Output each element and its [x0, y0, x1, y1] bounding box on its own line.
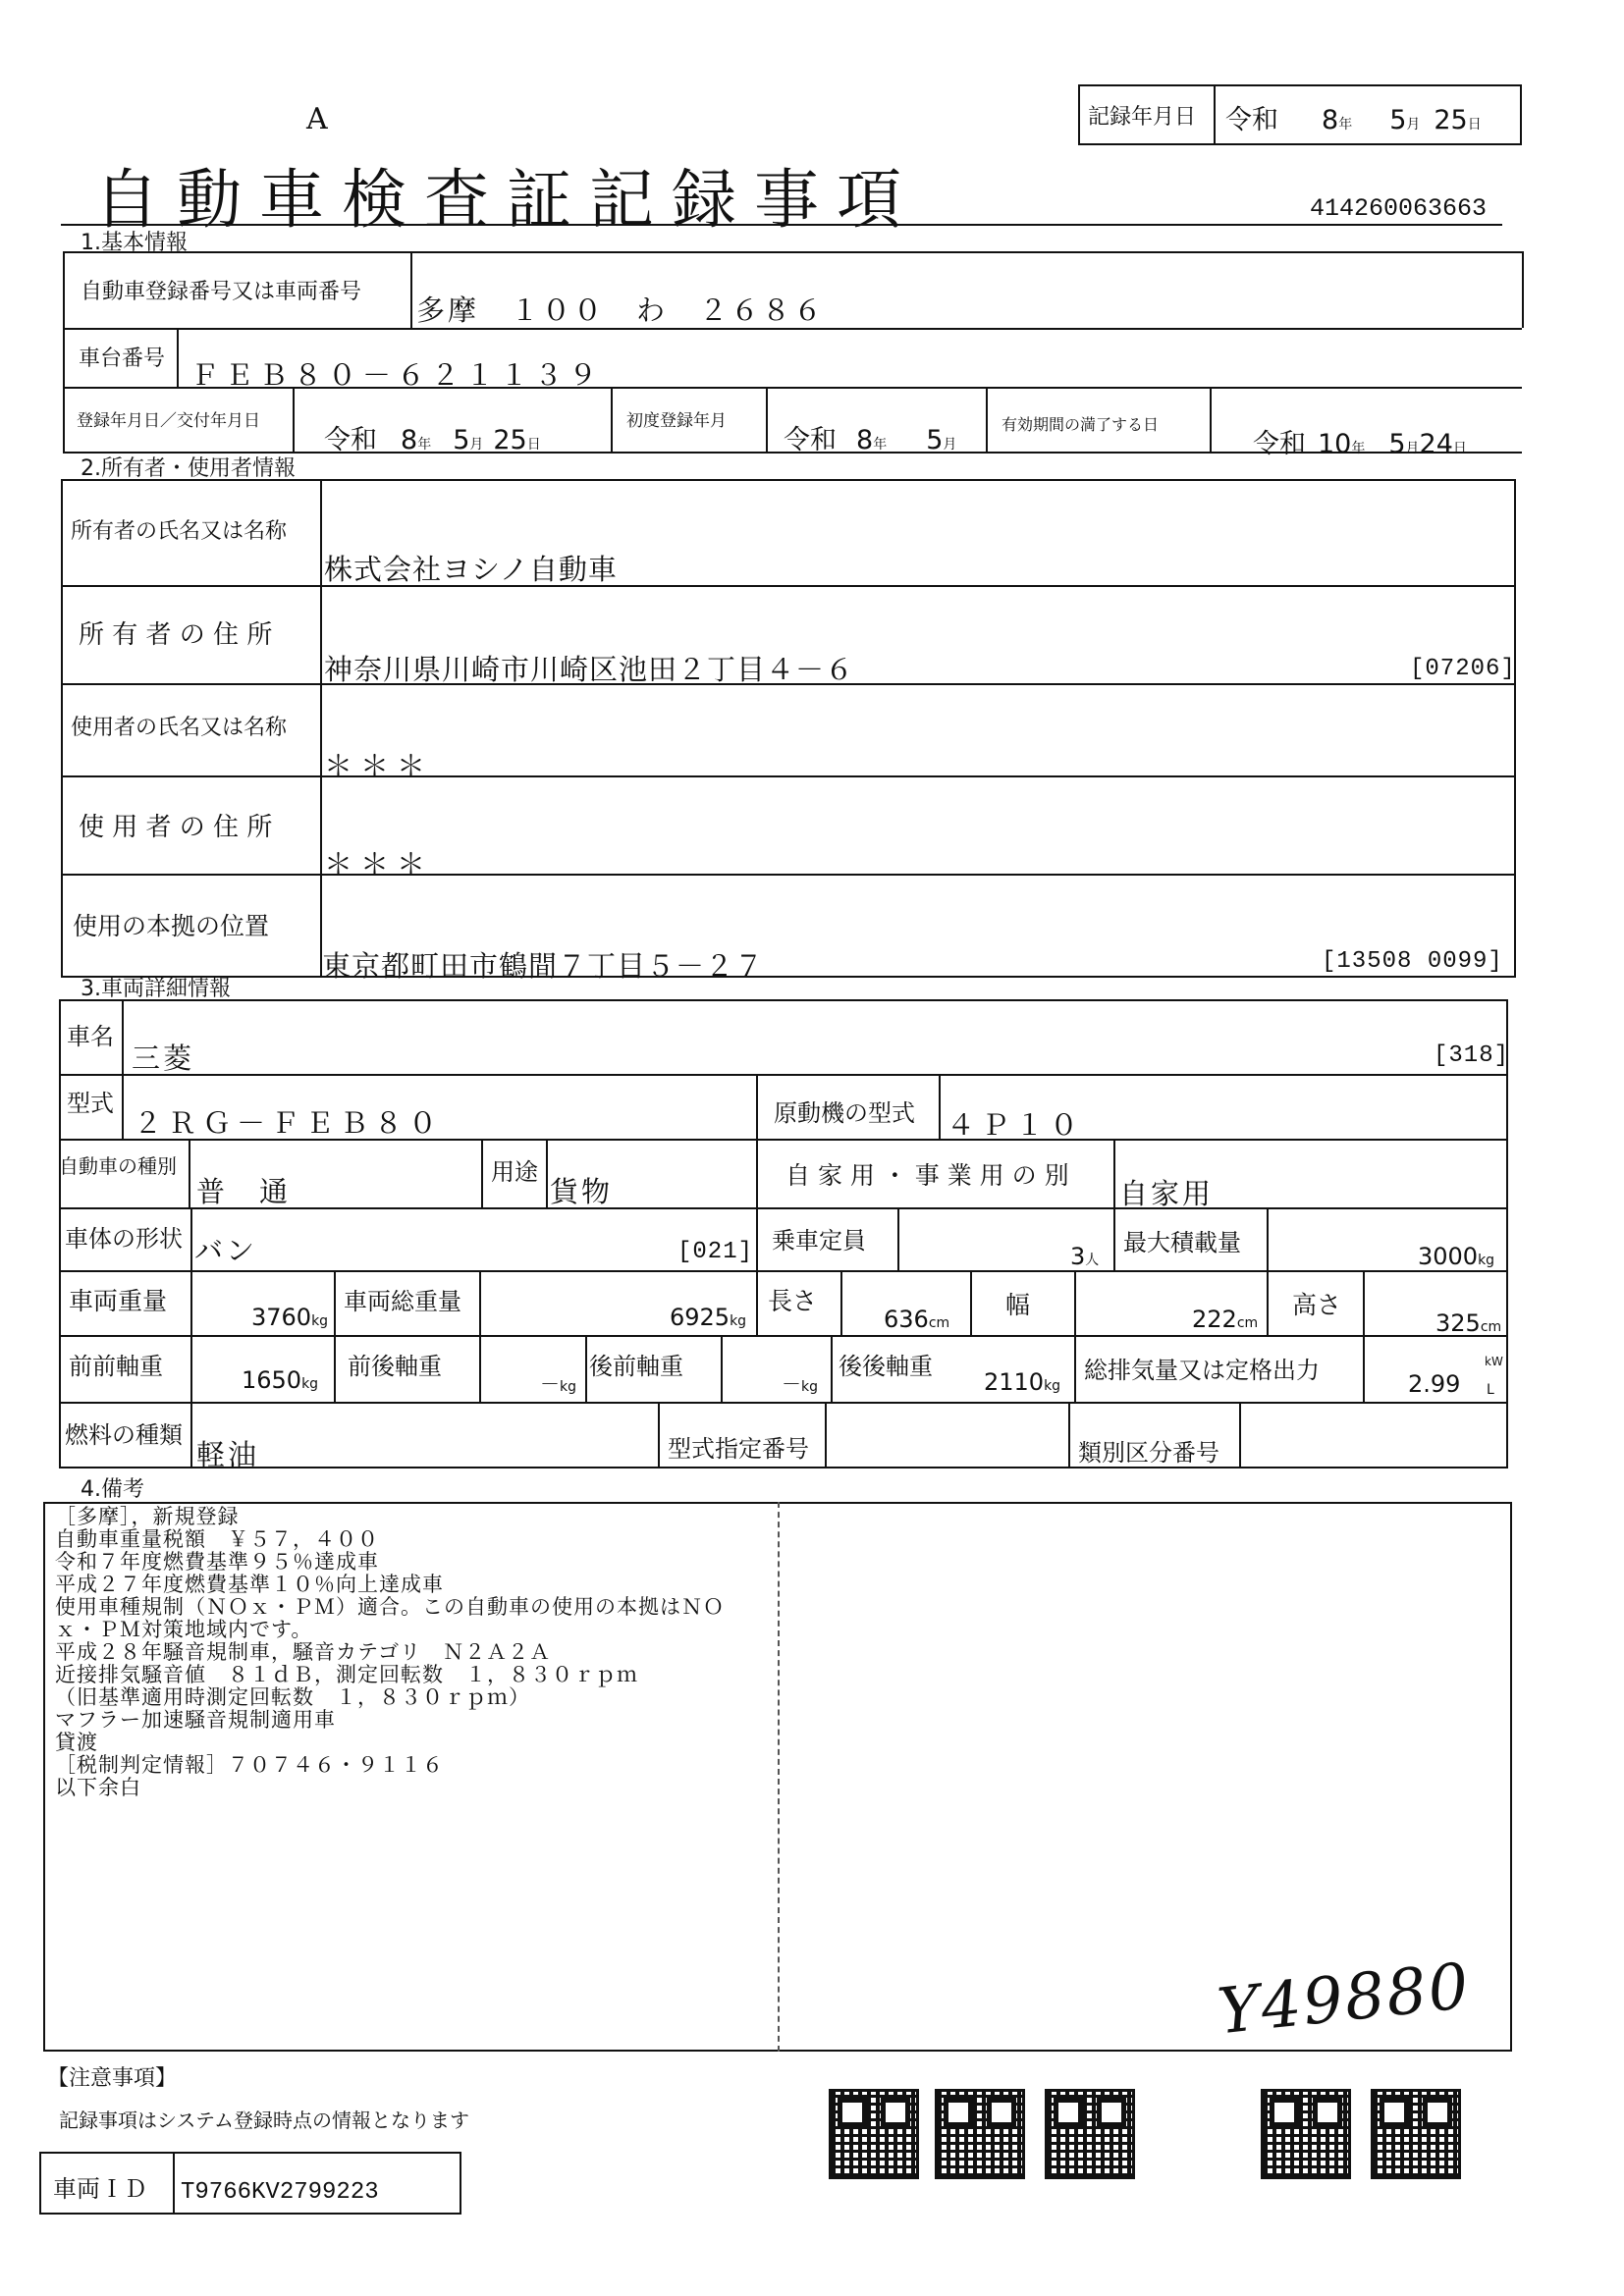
notes-title: 【注意事項】: [47, 2066, 178, 2091]
first-reg-date: 令和 8年 5月: [784, 425, 957, 455]
displacement-label: 総排気量又は定格出力: [1084, 1357, 1320, 1384]
ff-axle-label: 前前軸重: [69, 1353, 163, 1380]
base-location-label: 使用の本拠の位置: [73, 912, 270, 940]
record-date-label: 記録年月日: [1088, 105, 1197, 130]
rf-axle-label: 後前軸重: [589, 1353, 683, 1380]
reg-date: 令和 8年 5月 25日: [324, 425, 541, 455]
ff-axle: 1650kg: [242, 1366, 319, 1394]
car-name: 三菱: [132, 1041, 195, 1075]
owner-name-label: 所有者の氏名又は名称: [71, 519, 288, 544]
body-shape: バン: [194, 1234, 258, 1267]
section-3-title: 3.車両詳細情報: [81, 977, 231, 1001]
business-label: 自 家 用 ・ 事 業 用 の 別: [785, 1161, 1069, 1190]
use: 貨物: [550, 1175, 614, 1208]
base-location-code: [13508 0099]: [1322, 948, 1503, 975]
section-1-title: 1.基本情報: [81, 231, 188, 255]
reg-date-label: 登録年月日／交付年月日: [77, 411, 260, 431]
qr-code-1: [829, 2089, 919, 2179]
max-load-label: 最大積載量: [1123, 1229, 1241, 1256]
document-number: 414260063663: [1310, 194, 1488, 223]
first-reg-label: 初度登録年月: [626, 411, 727, 431]
weight-label: 車両重量: [69, 1287, 168, 1315]
model: ２ＲＧ－ＦＥＢ８０: [134, 1106, 444, 1140]
rf-axle: －kg: [782, 1372, 818, 1396]
expiry-date: 令和 10年 5月24日: [1253, 429, 1467, 459]
capacity-label: 乗車定員: [772, 1227, 866, 1255]
engine-label: 原動機の型式: [774, 1099, 915, 1127]
length: 636cm: [884, 1306, 950, 1333]
qr-code-5: [1371, 2089, 1461, 2179]
remarks-text: ［多摩］，新規登録 自動車重量税額 ￥５７，４００ 令和７年度燃費基準９５％達成車 平成２７年度燃費基準１０％向上達成車 使用車種規制（ＮＯｘ・ＰＭ）適合。この自動車の使用の本拠はＮＯ ｘ・ＰＭ対策地域内です。 平成２８年騒音規制車，騒音カテゴリ Ｎ２Ａ２Ａ 近接排気騒音値 ８１ｄＢ，測定回転数 １，８３０ｒｐｍ （旧基準適用時測定回転数 １，８３０ｒｐｍ） マフラー加速騒音規制適用車 貸渡 ［税制判定情報］７０７４６・９１１６ 以下余白: [55, 1505, 725, 1799]
chassis-number: ＦＥＢ８０－６２１１３９: [190, 358, 604, 392]
car-name-label: 車名: [67, 1023, 114, 1050]
user-address: ＊＊＊: [324, 847, 434, 881]
height-label: 高さ: [1292, 1291, 1342, 1319]
capacity: 3人: [1070, 1243, 1100, 1270]
vehicle-weight: 3760kg: [251, 1304, 329, 1331]
owner-address-code: [07206]: [1410, 656, 1516, 682]
use-label: 用途: [491, 1158, 538, 1186]
body-shape-code: [021]: [677, 1239, 754, 1265]
fuel-label: 燃料の種類: [65, 1421, 183, 1449]
width-label: 幅: [1005, 1291, 1031, 1319]
fr-axle: －kg: [540, 1372, 576, 1396]
vehicle-id-label: 車両ＩＤ: [53, 2175, 147, 2203]
class-number-label: 類別区分番号: [1078, 1439, 1219, 1467]
base-location: 東京都町田市鶴間７丁目５－２７: [322, 949, 765, 983]
section-2-title: 2.所有者・使用者情報: [81, 456, 296, 481]
length-label: 長さ: [768, 1287, 818, 1315]
record-date: 令和 8年 5月 25日: [1225, 105, 1482, 135]
gross-weight: 6925kg: [670, 1304, 747, 1331]
qr-code-4: [1261, 2089, 1351, 2179]
qr-code-3: [1045, 2089, 1135, 2179]
gross-weight-label: 車両総重量: [344, 1288, 461, 1315]
vehicle-kind: 普 通: [196, 1175, 292, 1208]
height: 325cm: [1435, 1309, 1502, 1337]
vehicle-kind-label: 自動車の種別: [59, 1154, 177, 1178]
displacement-unit-kw: kW: [1485, 1355, 1503, 1368]
car-name-code: [318]: [1434, 1042, 1510, 1069]
body-shape-label: 車体の形状: [65, 1225, 183, 1253]
user-name: ＊＊＊: [324, 749, 434, 782]
width: 222cm: [1192, 1306, 1259, 1333]
model-label: 型式: [67, 1090, 114, 1117]
qr-code-2: [935, 2089, 1025, 2179]
fr-axle-label: 前後軸重: [348, 1353, 442, 1380]
rr-axle-label: 後後軸重: [839, 1353, 933, 1380]
section-4-title: 4.備考: [81, 1477, 144, 1502]
corner-letter: A: [306, 102, 328, 136]
notes-text: 記録事項はシステム登録時点の情報となります: [59, 2109, 469, 2132]
rr-axle: 2110kg: [984, 1368, 1061, 1396]
handwritten-note: Y49880: [1214, 1949, 1475, 2050]
user-name-label: 使用者の氏名又は名称: [71, 716, 288, 740]
user-address-label: 使 用 者 の 住 所: [79, 813, 273, 842]
owner-address: 神奈川県川崎市川崎区池田２丁目４－６: [324, 653, 855, 686]
max-load: 3000kg: [1418, 1243, 1495, 1270]
reg-no-label: 自動車登録番号又は車両番号: [81, 280, 362, 304]
vehicle-id-box: [39, 2152, 461, 2215]
owner-name: 株式会社ヨシノ自動車: [324, 553, 618, 586]
owner-address-label: 所 有 者 の 住 所: [79, 620, 273, 650]
vehicle-id: T9766KV2799223: [181, 2179, 379, 2206]
engine-model: ４Ｐ１０: [947, 1108, 1085, 1142]
record-date-box: [1078, 84, 1522, 145]
reg-no: 多摩 １００ わ ２６８６: [416, 294, 826, 327]
business-type: 自家用: [1119, 1177, 1215, 1210]
fuel-type: 軽油: [196, 1438, 260, 1471]
document-title: 自動車検査証記録事項: [94, 162, 919, 238]
chassis-label: 車台番号: [79, 347, 166, 371]
type-designation-label: 型式指定番号: [668, 1435, 809, 1463]
displacement: 2.99: [1408, 1370, 1461, 1398]
expiry-label: 有効期間の満了する日: [1001, 415, 1160, 434]
displacement-unit-l: L: [1487, 1382, 1494, 1398]
